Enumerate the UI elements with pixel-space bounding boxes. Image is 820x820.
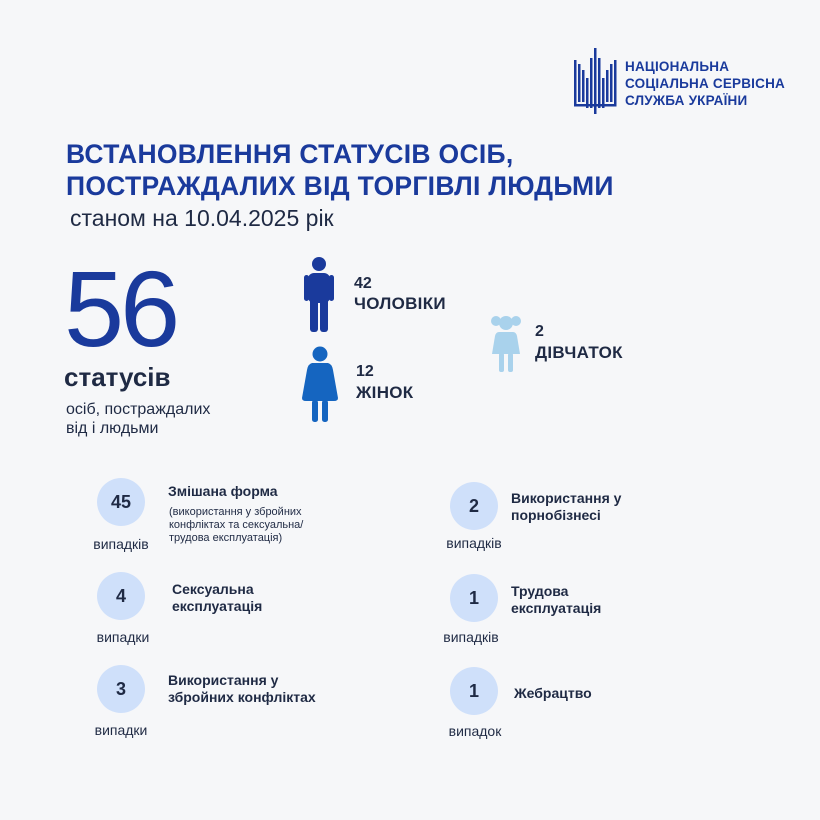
logo-text — [625, 58, 785, 109]
logo-line-2: СОЦІАЛЬНА СЕРВІСНА — [625, 76, 785, 91]
case-count-circle: 4 — [97, 572, 145, 620]
total-statuses-description — [66, 400, 210, 438]
desc-line-2: від і людьми — [66, 420, 159, 437]
total-statuses-number: 56 — [64, 248, 177, 369]
total-statuses-label: статусів — [64, 362, 171, 392]
title-line-1: ВСТАНОВЛЕННЯ СТАТУСІВ ОСІБ, — [66, 139, 514, 169]
men-count: 42 — [354, 275, 372, 292]
women-label: ЖІНОК — [356, 383, 414, 402]
case-unit: випадки — [94, 722, 148, 738]
case-title — [511, 583, 601, 617]
case-title-line: Сексуальна — [172, 581, 254, 597]
case-unit: випадок — [448, 723, 502, 739]
men-label: ЧОЛОВІКИ — [354, 294, 446, 313]
case-note — [169, 506, 303, 545]
case-count-circle: 45 — [97, 478, 145, 526]
case-title — [511, 490, 621, 524]
logo-line-3: СЛУЖБА УКРАЇНИ — [625, 93, 748, 108]
case-title-line: Використання у — [511, 490, 622, 506]
case-title — [172, 581, 262, 615]
page-title — [66, 138, 614, 202]
case-title-line: експлуатація — [511, 600, 602, 616]
case-title-line: збройних конфліктах — [168, 689, 316, 705]
girls-label: ДІВЧАТОК — [535, 343, 623, 362]
case-count-circle: 2 — [450, 482, 498, 530]
woman-icon — [302, 346, 338, 422]
case-title-line: Жебрацтво — [514, 685, 592, 701]
case-title-line: Трудова — [511, 583, 569, 599]
title-line-2: ПОСТРАЖДАЛИХ ВІД ТОРГІВЛІ ЛЮДЬМИ — [66, 171, 614, 201]
case-unit: випадків — [93, 536, 149, 552]
case-count-circle: 1 — [450, 667, 498, 715]
case-count-circle: 1 — [450, 574, 498, 622]
case-title: Змішана форма — [168, 483, 278, 499]
logo-trident-icon — [574, 48, 618, 114]
case-note-line: (використання у збройних — [169, 506, 302, 518]
desc-line-1: осіб, постраждалих — [66, 401, 211, 418]
girl-icon — [490, 314, 522, 372]
case-note-line: трудова експлуатація) — [169, 532, 283, 544]
case-note-line: конфліктах та сексуальна/ — [169, 519, 304, 531]
case-title-line: експлуатація — [172, 598, 263, 614]
case-title — [168, 672, 316, 706]
case-unit: випадків — [443, 629, 499, 645]
case-title-line: порнобізнесі — [511, 507, 601, 523]
women-count: 12 — [356, 363, 374, 380]
logo-line-1: НАЦІОНАЛЬНА — [625, 59, 730, 74]
man-icon — [304, 256, 334, 332]
case-title — [514, 685, 592, 702]
page-subtitle: станом на 10.04.2025 рік — [70, 205, 334, 231]
case-count-circle: 3 — [97, 665, 145, 713]
case-title-line: Використання у — [168, 672, 279, 688]
case-unit: випадків — [446, 535, 502, 551]
case-unit: випадки — [96, 629, 150, 645]
girls-count: 2 — [535, 323, 544, 340]
